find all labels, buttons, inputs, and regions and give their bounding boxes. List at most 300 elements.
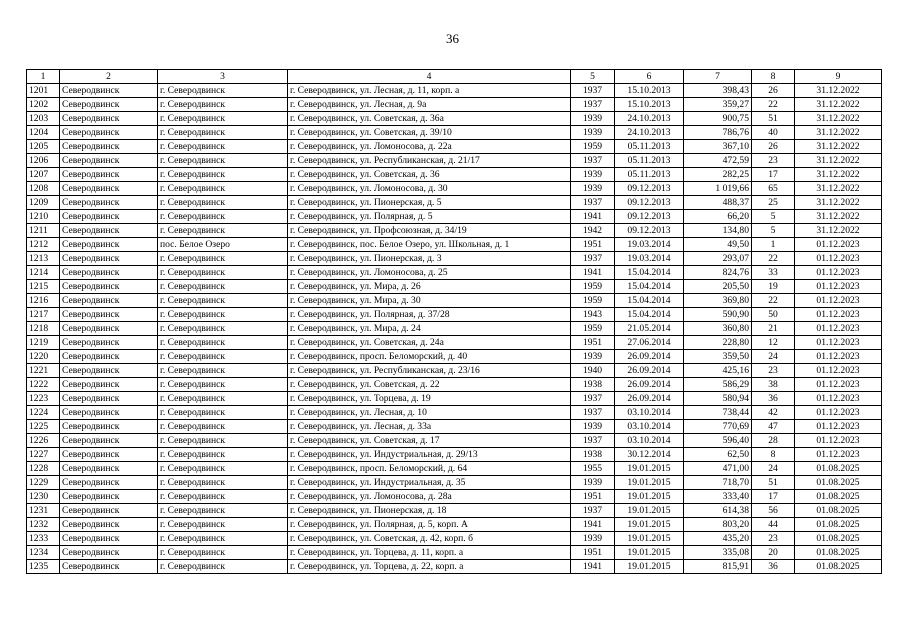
area-cell: 580,94 [684, 392, 752, 406]
locality-cell: г. Северодвинск [158, 448, 288, 462]
locality-cell: г. Северодвинск [158, 196, 288, 210]
row-number-cell: 1203 [27, 112, 60, 126]
locality-cell: г. Северодвинск [158, 322, 288, 336]
table-row [27, 140, 882, 154]
area-cell: 824,76 [684, 266, 752, 280]
recognition-date-cell: 26.09.2014 [615, 364, 684, 378]
table-row [27, 420, 882, 434]
year-built-cell: 1938 [571, 448, 615, 462]
row-number-cell: 1207 [27, 168, 60, 182]
table-row [27, 252, 882, 266]
locality-cell: г. Северодвинск [158, 490, 288, 504]
header-cell: 1 [27, 70, 60, 84]
municipality-cell: Северодвинск [60, 126, 158, 140]
residents-cell: 5 [752, 210, 795, 224]
municipality-cell: Северодвинск [60, 112, 158, 126]
address-cell: г. Северодвинск, ул. Советская, д. 39/10 [288, 126, 571, 140]
address-cell: г. Северодвинск, ул. Республиканская, д. 21/17 [288, 154, 571, 168]
row-number-cell: 1210 [27, 210, 60, 224]
header-cell: 2 [60, 70, 158, 84]
year-built-cell: 1937 [571, 98, 615, 112]
recognition-date-cell: 15.04.2014 [615, 280, 684, 294]
address-cell: г. Северодвинск, ул. Пионерская, д. 3 [288, 252, 571, 266]
area-cell: 590,90 [684, 308, 752, 322]
area-cell: 425,16 [684, 364, 752, 378]
relocation-deadline-cell: 01.12.2023 [795, 392, 882, 406]
row-number-cell: 1226 [27, 434, 60, 448]
municipality-cell: Северодвинск [60, 406, 158, 420]
locality-cell: г. Северодвинск [158, 364, 288, 378]
year-built-cell: 1959 [571, 322, 615, 336]
municipality-cell: Северодвинск [60, 336, 158, 350]
header-cell: 5 [571, 70, 615, 84]
address-cell: г. Северодвинск, ул. Мира, д. 24 [288, 322, 571, 336]
recognition-date-cell: 19.03.2014 [615, 238, 684, 252]
recognition-date-cell: 24.10.2013 [615, 126, 684, 140]
relocation-deadline-cell: 01.12.2023 [795, 266, 882, 280]
residents-cell: 23 [752, 154, 795, 168]
address-cell: г. Северодвинск, ул. Мира, д. 26 [288, 280, 571, 294]
locality-cell: г. Северодвинск [158, 210, 288, 224]
relocation-deadline-cell: 01.12.2023 [795, 406, 882, 420]
year-built-cell: 1941 [571, 210, 615, 224]
row-number-cell: 1204 [27, 126, 60, 140]
year-built-cell: 1937 [571, 504, 615, 518]
address-cell: г. Северодвинск, ул. Полярная, д. 37/28 [288, 308, 571, 322]
area-cell: 435,20 [684, 532, 752, 546]
address-cell: г. Северодвинск, ул. Торцева, д. 11, корп. а [288, 546, 571, 560]
address-cell: г. Северодвинск, просп. Беломорский, д. 40 [288, 350, 571, 364]
table-row [27, 560, 882, 574]
recognition-date-cell: 19.03.2014 [615, 252, 684, 266]
municipality-cell: Северодвинск [60, 462, 158, 476]
area-cell: 205,50 [684, 280, 752, 294]
row-number-cell: 1225 [27, 420, 60, 434]
municipality-cell: Северодвинск [60, 392, 158, 406]
address-cell: г. Северодвинск, ул. Ломоносова, д. 22а [288, 140, 571, 154]
header-cell: 3 [158, 70, 288, 84]
relocation-deadline-cell: 01.08.2025 [795, 546, 882, 560]
residents-cell: 50 [752, 308, 795, 322]
municipality-cell: Северодвинск [60, 210, 158, 224]
address-cell: г. Северодвинск, ул. Советская, д. 36 [288, 168, 571, 182]
row-number-cell: 1217 [27, 308, 60, 322]
year-built-cell: 1939 [571, 182, 615, 196]
address-cell: г. Северодвинск, ул. Профсоюзная, д. 34/19 [288, 224, 571, 238]
table-row [27, 532, 882, 546]
relocation-deadline-cell: 31.12.2022 [795, 140, 882, 154]
recognition-date-cell: 09.12.2013 [615, 196, 684, 210]
row-number-cell: 1208 [27, 182, 60, 196]
locality-cell: г. Северодвинск [158, 224, 288, 238]
recognition-date-cell: 09.12.2013 [615, 224, 684, 238]
municipality-cell: Северодвинск [60, 168, 158, 182]
locality-cell: г. Северодвинск [158, 546, 288, 560]
address-cell: г. Северодвинск, ул. Ломоносова, д. 25 [288, 266, 571, 280]
year-built-cell: 1951 [571, 546, 615, 560]
area-cell: 614,38 [684, 504, 752, 518]
municipality-cell: Северодвинск [60, 238, 158, 252]
address-cell: г. Северодвинск, ул. Советская, д. 42, корп. б [288, 532, 571, 546]
municipality-cell: Северодвинск [60, 546, 158, 560]
residents-cell: 36 [752, 392, 795, 406]
residents-cell: 17 [752, 168, 795, 182]
row-number-cell: 1232 [27, 518, 60, 532]
header-cell: 4 [288, 70, 571, 84]
recognition-date-cell: 24.10.2013 [615, 112, 684, 126]
row-number-cell: 1222 [27, 378, 60, 392]
year-built-cell: 1938 [571, 378, 615, 392]
table-row [27, 294, 882, 308]
year-built-cell: 1940 [571, 364, 615, 378]
municipality-cell: Северодвинск [60, 294, 158, 308]
year-built-cell: 1951 [571, 336, 615, 350]
relocation-deadline-cell: 01.12.2023 [795, 378, 882, 392]
residents-cell: 22 [752, 294, 795, 308]
municipality-cell: Северодвинск [60, 378, 158, 392]
municipality-cell: Северодвинск [60, 308, 158, 322]
address-cell: г. Северодвинск, ул. Индустриальная, д. 29/13 [288, 448, 571, 462]
row-number-cell: 1224 [27, 406, 60, 420]
row-number-cell: 1218 [27, 322, 60, 336]
table-body [27, 84, 882, 574]
residents-cell: 21 [752, 322, 795, 336]
relocation-deadline-cell: 01.12.2023 [795, 280, 882, 294]
header-cell: 7 [684, 70, 752, 84]
year-built-cell: 1939 [571, 350, 615, 364]
recognition-date-cell: 19.01.2015 [615, 462, 684, 476]
address-cell: г. Северодвинск, ул. Советская, д. 17 [288, 434, 571, 448]
area-cell: 335,08 [684, 546, 752, 560]
area-cell: 488,37 [684, 196, 752, 210]
relocation-deadline-cell: 31.12.2022 [795, 126, 882, 140]
table-row [27, 378, 882, 392]
row-number-cell: 1214 [27, 266, 60, 280]
year-built-cell: 1939 [571, 420, 615, 434]
header-cell: 6 [615, 70, 684, 84]
area-cell: 803,20 [684, 518, 752, 532]
locality-cell: пос. Белое Озеро [158, 238, 288, 252]
municipality-cell: Северодвинск [60, 252, 158, 266]
year-built-cell: 1951 [571, 490, 615, 504]
recognition-date-cell: 27.06.2014 [615, 336, 684, 350]
area-cell: 900,75 [684, 112, 752, 126]
area-cell: 596,40 [684, 434, 752, 448]
row-number-cell: 1233 [27, 532, 60, 546]
relocation-deadline-cell: 01.12.2023 [795, 322, 882, 336]
year-built-cell: 1937 [571, 196, 615, 210]
area-cell: 66,20 [684, 210, 752, 224]
area-cell: 770,69 [684, 420, 752, 434]
relocation-deadline-cell: 01.12.2023 [795, 308, 882, 322]
locality-cell: г. Северодвинск [158, 532, 288, 546]
residents-cell: 20 [752, 546, 795, 560]
municipality-cell: Северодвинск [60, 98, 158, 112]
address-cell: г. Северодвинск, ул. Республиканская, д. 23/16 [288, 364, 571, 378]
recognition-date-cell: 19.01.2015 [615, 532, 684, 546]
residents-cell: 38 [752, 378, 795, 392]
table-row [27, 154, 882, 168]
row-number-cell: 1234 [27, 546, 60, 560]
row-number-cell: 1228 [27, 462, 60, 476]
recognition-date-cell: 26.09.2014 [615, 378, 684, 392]
recognition-date-cell: 09.12.2013 [615, 182, 684, 196]
address-cell: г. Северодвинск, ул. Лесная, д. 10 [288, 406, 571, 420]
locality-cell: г. Северодвинск [158, 350, 288, 364]
year-built-cell: 1941 [571, 518, 615, 532]
area-cell: 586,29 [684, 378, 752, 392]
locality-cell: г. Северодвинск [158, 266, 288, 280]
address-cell: г. Северодвинск, ул. Пионерская, д. 18 [288, 504, 571, 518]
municipality-cell: Северодвинск [60, 224, 158, 238]
locality-cell: г. Северодвинск [158, 462, 288, 476]
locality-cell: г. Северодвинск [158, 420, 288, 434]
area-cell: 472,59 [684, 154, 752, 168]
area-cell: 786,76 [684, 126, 752, 140]
year-built-cell: 1939 [571, 532, 615, 546]
recognition-date-cell: 21.05.2014 [615, 322, 684, 336]
residents-cell: 51 [752, 476, 795, 490]
locality-cell: г. Северодвинск [158, 182, 288, 196]
residents-cell: 26 [752, 84, 795, 98]
row-number-cell: 1231 [27, 504, 60, 518]
table-row [27, 196, 882, 210]
relocation-deadline-cell: 01.08.2025 [795, 560, 882, 574]
locality-cell: г. Северодвинск [158, 154, 288, 168]
municipality-cell: Северодвинск [60, 448, 158, 462]
area-cell: 293,07 [684, 252, 752, 266]
table-row [27, 364, 882, 378]
table-row [27, 84, 882, 98]
year-built-cell: 1937 [571, 392, 615, 406]
address-cell: г. Северодвинск, ул. Пионерская, д. 5 [288, 196, 571, 210]
table-row [27, 476, 882, 490]
residents-cell: 26 [752, 140, 795, 154]
table-row [27, 224, 882, 238]
municipality-cell: Северодвинск [60, 476, 158, 490]
year-built-cell: 1959 [571, 280, 615, 294]
year-built-cell: 1959 [571, 140, 615, 154]
table-row [27, 168, 882, 182]
address-cell: г. Северодвинск, ул. Советская, д. 24а [288, 336, 571, 350]
table-row [27, 490, 882, 504]
row-number-cell: 1235 [27, 560, 60, 574]
table-row [27, 546, 882, 560]
recognition-date-cell: 19.01.2015 [615, 560, 684, 574]
locality-cell: г. Северодвинск [158, 126, 288, 140]
relocation-deadline-cell: 01.12.2023 [795, 294, 882, 308]
locality-cell: г. Северодвинск [158, 84, 288, 98]
relocation-deadline-cell: 31.12.2022 [795, 112, 882, 126]
locality-cell: г. Северодвинск [158, 308, 288, 322]
year-built-cell: 1937 [571, 154, 615, 168]
residents-cell: 51 [752, 112, 795, 126]
address-cell: г. Северодвинск, ул. Полярная, д. 5 [288, 210, 571, 224]
relocation-deadline-cell: 01.12.2023 [795, 350, 882, 364]
locality-cell: г. Северодвинск [158, 518, 288, 532]
row-number-cell: 1220 [27, 350, 60, 364]
residents-cell: 19 [752, 280, 795, 294]
municipality-cell: Северодвинск [60, 364, 158, 378]
year-built-cell: 1937 [571, 84, 615, 98]
table-row [27, 448, 882, 462]
residents-cell: 42 [752, 406, 795, 420]
recognition-date-cell: 05.11.2013 [615, 154, 684, 168]
year-built-cell: 1951 [571, 238, 615, 252]
year-built-cell: 1942 [571, 224, 615, 238]
recognition-date-cell: 09.12.2013 [615, 210, 684, 224]
relocation-deadline-cell: 01.12.2023 [795, 434, 882, 448]
address-cell: г. Северодвинск, ул. Советская, д. 36а [288, 112, 571, 126]
residents-cell: 65 [752, 182, 795, 196]
year-built-cell: 1939 [571, 168, 615, 182]
recognition-date-cell: 15.10.2013 [615, 98, 684, 112]
housing-register-table [26, 69, 882, 574]
address-cell: г. Северодвинск, ул. Индустриальная, д. 35 [288, 476, 571, 490]
residents-cell: 28 [752, 434, 795, 448]
year-built-cell: 1955 [571, 462, 615, 476]
locality-cell: г. Северодвинск [158, 378, 288, 392]
relocation-deadline-cell: 01.08.2025 [795, 490, 882, 504]
area-cell: 718,70 [684, 476, 752, 490]
recognition-date-cell: 15.04.2014 [615, 294, 684, 308]
recognition-date-cell: 15.04.2014 [615, 308, 684, 322]
recognition-date-cell: 03.10.2014 [615, 434, 684, 448]
row-number-cell: 1205 [27, 140, 60, 154]
municipality-cell: Северодвинск [60, 322, 158, 336]
address-cell: г. Северодвинск, просп. Беломорский, д. 64 [288, 462, 571, 476]
row-number-cell: 1212 [27, 238, 60, 252]
relocation-deadline-cell: 01.08.2025 [795, 504, 882, 518]
address-cell: г. Северодвинск, ул. Полярная, д. 5, корп. А [288, 518, 571, 532]
year-built-cell: 1941 [571, 266, 615, 280]
relocation-deadline-cell: 31.12.2022 [795, 154, 882, 168]
municipality-cell: Северодвинск [60, 266, 158, 280]
municipality-cell: Северодвинск [60, 182, 158, 196]
recognition-date-cell: 05.11.2013 [615, 168, 684, 182]
locality-cell: г. Северодвинск [158, 252, 288, 266]
table-row [27, 518, 882, 532]
area-cell: 367,10 [684, 140, 752, 154]
residents-cell: 47 [752, 420, 795, 434]
row-number-cell: 1223 [27, 392, 60, 406]
row-number-cell: 1219 [27, 336, 60, 350]
municipality-cell: Северодвинск [60, 350, 158, 364]
row-number-cell: 1216 [27, 294, 60, 308]
header-cell: 8 [752, 70, 795, 84]
area-cell: 359,50 [684, 350, 752, 364]
area-cell: 360,80 [684, 322, 752, 336]
year-built-cell: 1943 [571, 308, 615, 322]
year-built-cell: 1939 [571, 126, 615, 140]
residents-cell: 56 [752, 504, 795, 518]
table-row [27, 280, 882, 294]
row-number-cell: 1201 [27, 84, 60, 98]
municipality-cell: Северодвинск [60, 490, 158, 504]
address-cell: г. Северодвинск, ул. Торцева, д. 19 [288, 392, 571, 406]
relocation-deadline-cell: 01.08.2025 [795, 476, 882, 490]
recognition-date-cell: 26.09.2014 [615, 350, 684, 364]
relocation-deadline-cell: 31.12.2022 [795, 196, 882, 210]
locality-cell: г. Северодвинск [158, 434, 288, 448]
header-cell: 9 [795, 70, 882, 84]
table-row [27, 126, 882, 140]
address-cell: г. Северодвинск, пос. Белое Озеро, ул. Школьная, д. 1 [288, 238, 571, 252]
table-row [27, 462, 882, 476]
relocation-deadline-cell: 31.12.2022 [795, 210, 882, 224]
recognition-date-cell: 30.12.2014 [615, 448, 684, 462]
residents-cell: 17 [752, 490, 795, 504]
locality-cell: г. Северодвинск [158, 336, 288, 350]
municipality-cell: Северодвинск [60, 140, 158, 154]
locality-cell: г. Северодвинск [158, 504, 288, 518]
recognition-date-cell: 15.10.2013 [615, 84, 684, 98]
residents-cell: 22 [752, 252, 795, 266]
residents-cell: 36 [752, 560, 795, 574]
row-number-cell: 1230 [27, 490, 60, 504]
address-cell: г. Северодвинск, ул. Лесная, д. 9а [288, 98, 571, 112]
row-number-cell: 1229 [27, 476, 60, 490]
address-cell: г. Северодвинск, ул. Советская, д. 22 [288, 378, 571, 392]
municipality-cell: Северодвинск [60, 196, 158, 210]
relocation-deadline-cell: 01.08.2025 [795, 532, 882, 546]
relocation-deadline-cell: 01.12.2023 [795, 364, 882, 378]
area-cell: 134,80 [684, 224, 752, 238]
municipality-cell: Северодвинск [60, 420, 158, 434]
table-row [27, 210, 882, 224]
residents-cell: 25 [752, 196, 795, 210]
recognition-date-cell: 26.09.2014 [615, 392, 684, 406]
table-row [27, 336, 882, 350]
table-row [27, 322, 882, 336]
relocation-deadline-cell: 31.12.2022 [795, 98, 882, 112]
area-cell: 359,27 [684, 98, 752, 112]
year-built-cell: 1937 [571, 434, 615, 448]
table-row [27, 182, 882, 196]
table-row [27, 392, 882, 406]
recognition-date-cell: 15.04.2014 [615, 266, 684, 280]
area-cell: 333,40 [684, 490, 752, 504]
relocation-deadline-cell: 31.12.2022 [795, 168, 882, 182]
residents-cell: 24 [752, 462, 795, 476]
residents-cell: 22 [752, 98, 795, 112]
area-cell: 369,80 [684, 294, 752, 308]
table-row [27, 238, 882, 252]
area-cell: 49,50 [684, 238, 752, 252]
table-row [27, 112, 882, 126]
row-number-cell: 1227 [27, 448, 60, 462]
recognition-date-cell: 05.11.2013 [615, 140, 684, 154]
row-number-cell: 1215 [27, 280, 60, 294]
locality-cell: г. Северодвинск [158, 98, 288, 112]
area-cell: 282,25 [684, 168, 752, 182]
row-number-cell: 1213 [27, 252, 60, 266]
recognition-date-cell: 19.01.2015 [615, 504, 684, 518]
address-cell: г. Северодвинск, ул. Ломоносова, д. 30 [288, 182, 571, 196]
relocation-deadline-cell: 01.12.2023 [795, 420, 882, 434]
recognition-date-cell: 19.01.2015 [615, 518, 684, 532]
municipality-cell: Северодвинск [60, 434, 158, 448]
relocation-deadline-cell: 01.12.2023 [795, 448, 882, 462]
area-cell: 738,44 [684, 406, 752, 420]
locality-cell: г. Северодвинск [158, 476, 288, 490]
recognition-date-cell: 03.10.2014 [615, 406, 684, 420]
relocation-deadline-cell: 31.12.2022 [795, 224, 882, 238]
row-number-cell: 1209 [27, 196, 60, 210]
row-number-cell: 1211 [27, 224, 60, 238]
row-number-cell: 1206 [27, 154, 60, 168]
address-cell: г. Северодвинск, ул. Мира, д. 30 [288, 294, 571, 308]
